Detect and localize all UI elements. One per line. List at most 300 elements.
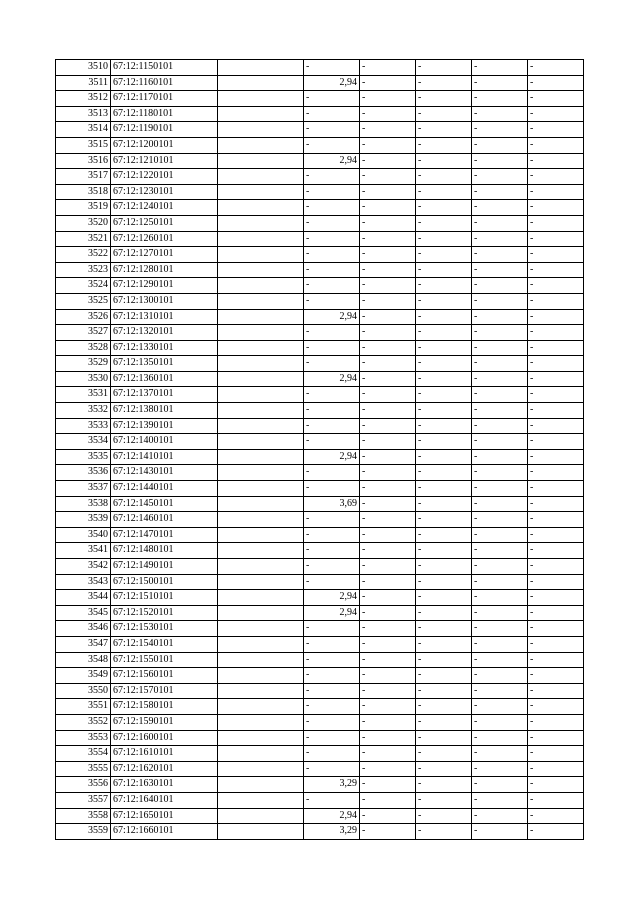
dash-cell: -: [360, 652, 416, 668]
row-number: 3539: [56, 512, 111, 528]
row-number: 3551: [56, 699, 111, 715]
row-number: 3538: [56, 496, 111, 512]
dash-cell: -: [360, 340, 416, 356]
dash-cell: -: [472, 621, 528, 637]
dash-cell: -: [528, 512, 584, 528]
cadastral-number: 67:12:1200101: [111, 137, 218, 153]
dash-cell: -: [472, 137, 528, 153]
cadastral-number: 67:12:1440101: [111, 481, 218, 497]
dash-cell: -: [416, 636, 472, 652]
dash-cell: -: [416, 621, 472, 637]
table-row: [56, 153, 584, 169]
dash-cell: -: [360, 808, 416, 824]
table-row: [56, 278, 584, 294]
dash-cell: -: [416, 231, 472, 247]
cadastral-number: 67:12:1470101: [111, 527, 218, 543]
row-number: 3522: [56, 247, 111, 263]
cadastral-number: 67:12:1550101: [111, 652, 218, 668]
table-row: [56, 730, 584, 746]
dash-cell: -: [472, 449, 528, 465]
empty-cell: [218, 200, 304, 216]
empty-cell: [218, 730, 304, 746]
value-cell: -: [304, 169, 360, 185]
dash-cell: -: [472, 808, 528, 824]
row-number: 3549: [56, 668, 111, 684]
value-cell: -: [304, 481, 360, 497]
dash-cell: -: [360, 325, 416, 341]
dash-cell: -: [416, 91, 472, 107]
empty-cell: [218, 590, 304, 606]
value-cell: -: [304, 699, 360, 715]
dash-cell: -: [528, 746, 584, 762]
dash-cell: -: [360, 309, 416, 325]
table-row: [56, 746, 584, 762]
value-cell: 2,94: [304, 153, 360, 169]
cadastral-number: 67:12:1540101: [111, 636, 218, 652]
dash-cell: -: [528, 730, 584, 746]
empty-cell: [218, 325, 304, 341]
cadastral-number: 67:12:1260101: [111, 231, 218, 247]
dash-cell: -: [472, 777, 528, 793]
row-number: 3535: [56, 449, 111, 465]
cadastral-number: 67:12:1570101: [111, 683, 218, 699]
table-row: [56, 309, 584, 325]
row-number: 3510: [56, 60, 111, 76]
dash-cell: -: [472, 605, 528, 621]
dash-cell: -: [416, 543, 472, 559]
row-number: 3519: [56, 200, 111, 216]
cadastral-number: 67:12:1620101: [111, 761, 218, 777]
dash-cell: -: [528, 543, 584, 559]
dash-cell: -: [360, 122, 416, 138]
dash-cell: -: [416, 512, 472, 528]
table-row: [56, 60, 584, 76]
empty-cell: [218, 418, 304, 434]
table-row: [56, 699, 584, 715]
row-number: 3515: [56, 137, 111, 153]
dash-cell: -: [360, 60, 416, 76]
empty-cell: [218, 122, 304, 138]
table-row: [56, 418, 584, 434]
empty-cell: [218, 91, 304, 107]
dash-cell: -: [360, 215, 416, 231]
value-cell: -: [304, 714, 360, 730]
row-number: 3545: [56, 605, 111, 621]
table-row: [56, 106, 584, 122]
table-row: [56, 293, 584, 309]
row-number: 3544: [56, 590, 111, 606]
table-row: [56, 590, 584, 606]
row-number: 3517: [56, 169, 111, 185]
cadastral-number: 67:12:1240101: [111, 200, 218, 216]
cadastral-number: 67:12:1380101: [111, 403, 218, 419]
table-row: [56, 215, 584, 231]
value-cell: 2,94: [304, 371, 360, 387]
empty-cell: [218, 481, 304, 497]
dash-cell: -: [528, 418, 584, 434]
dash-cell: -: [360, 714, 416, 730]
table-row: [56, 543, 584, 559]
dash-cell: -: [472, 325, 528, 341]
dash-cell: -: [472, 309, 528, 325]
dash-cell: -: [472, 543, 528, 559]
table-row: [56, 137, 584, 153]
row-number: 3523: [56, 262, 111, 278]
dash-cell: -: [416, 153, 472, 169]
dash-cell: -: [360, 371, 416, 387]
cadastral-number: 67:12:1180101: [111, 106, 218, 122]
cadastral-number: 67:12:1370101: [111, 387, 218, 403]
table-row: [56, 200, 584, 216]
dash-cell: -: [360, 481, 416, 497]
row-number: 3531: [56, 387, 111, 403]
dash-cell: -: [472, 792, 528, 808]
value-cell: -: [304, 652, 360, 668]
value-cell: -: [304, 262, 360, 278]
dash-cell: -: [360, 496, 416, 512]
table-row: [56, 75, 584, 91]
dash-cell: -: [528, 153, 584, 169]
dash-cell: -: [360, 262, 416, 278]
dash-cell: -: [528, 777, 584, 793]
empty-cell: [218, 106, 304, 122]
row-number: 3552: [56, 714, 111, 730]
value-cell: -: [304, 683, 360, 699]
dash-cell: -: [416, 808, 472, 824]
row-number: 3532: [56, 403, 111, 419]
row-number: 3557: [56, 792, 111, 808]
dash-cell: -: [528, 761, 584, 777]
dash-cell: -: [360, 449, 416, 465]
dash-cell: -: [360, 434, 416, 450]
table-row: [56, 636, 584, 652]
dash-cell: -: [528, 792, 584, 808]
value-cell: -: [304, 636, 360, 652]
cadastral-number: 67:12:1640101: [111, 792, 218, 808]
dash-cell: -: [528, 325, 584, 341]
dash-cell: -: [528, 808, 584, 824]
empty-cell: [218, 714, 304, 730]
dash-cell: -: [528, 683, 584, 699]
value-cell: -: [304, 356, 360, 372]
table-row: [56, 247, 584, 263]
cadastral-number: 67:12:1390101: [111, 418, 218, 434]
dash-cell: -: [416, 434, 472, 450]
value-cell: -: [304, 137, 360, 153]
empty-cell: [218, 746, 304, 762]
row-number: 3512: [56, 91, 111, 107]
value-cell: -: [304, 465, 360, 481]
dash-cell: -: [472, 746, 528, 762]
dash-cell: -: [416, 559, 472, 575]
table-row: [56, 512, 584, 528]
dash-cell: -: [360, 153, 416, 169]
value-cell: -: [304, 91, 360, 107]
dash-cell: -: [472, 668, 528, 684]
dash-cell: -: [472, 761, 528, 777]
dash-cell: -: [472, 387, 528, 403]
row-number: 3537: [56, 481, 111, 497]
dash-cell: -: [472, 714, 528, 730]
cadastral-number: 67:12:1350101: [111, 356, 218, 372]
dash-cell: -: [472, 730, 528, 746]
empty-cell: [218, 777, 304, 793]
dash-cell: -: [360, 137, 416, 153]
dash-cell: -: [416, 777, 472, 793]
dash-cell: -: [528, 137, 584, 153]
dash-cell: -: [528, 231, 584, 247]
dash-cell: -: [528, 621, 584, 637]
dash-cell: -: [416, 418, 472, 434]
dash-cell: -: [360, 621, 416, 637]
row-number: 3553: [56, 730, 111, 746]
value-cell: -: [304, 559, 360, 575]
table-row: [56, 231, 584, 247]
dash-cell: -: [472, 293, 528, 309]
empty-cell: [218, 278, 304, 294]
dash-cell: -: [416, 106, 472, 122]
cadastral-number: 67:12:1230101: [111, 184, 218, 200]
dash-cell: -: [472, 371, 528, 387]
empty-cell: [218, 60, 304, 76]
dash-cell: -: [528, 215, 584, 231]
row-number: 3520: [56, 215, 111, 231]
cadastral-number: 67:12:1300101: [111, 293, 218, 309]
dash-cell: -: [472, 169, 528, 185]
table-row: [56, 559, 584, 575]
dash-cell: -: [528, 91, 584, 107]
dash-cell: -: [472, 512, 528, 528]
dash-cell: -: [416, 75, 472, 91]
cadastral-number: 67:12:1650101: [111, 808, 218, 824]
dash-cell: -: [416, 465, 472, 481]
empty-cell: [218, 293, 304, 309]
dash-cell: -: [472, 340, 528, 356]
dash-cell: -: [360, 605, 416, 621]
cadastral-number: 67:12:1320101: [111, 325, 218, 341]
empty-cell: [218, 309, 304, 325]
dash-cell: -: [472, 75, 528, 91]
dash-cell: -: [416, 496, 472, 512]
empty-cell: [218, 449, 304, 465]
dash-cell: -: [528, 652, 584, 668]
dash-cell: -: [416, 293, 472, 309]
dash-cell: -: [416, 169, 472, 185]
dash-cell: -: [360, 387, 416, 403]
table-row: [56, 184, 584, 200]
dash-cell: -: [360, 730, 416, 746]
empty-cell: [218, 434, 304, 450]
cadastral-number: 67:12:1170101: [111, 91, 218, 107]
dash-cell: -: [472, 262, 528, 278]
dash-cell: -: [472, 652, 528, 668]
data-table: [55, 59, 584, 840]
value-cell: -: [304, 761, 360, 777]
empty-cell: [218, 559, 304, 575]
table-row: [56, 652, 584, 668]
empty-cell: [218, 652, 304, 668]
value-cell: -: [304, 293, 360, 309]
table-row: [56, 340, 584, 356]
row-number: 3536: [56, 465, 111, 481]
dash-cell: -: [472, 403, 528, 419]
row-number: 3533: [56, 418, 111, 434]
table-row: [56, 761, 584, 777]
value-cell: -: [304, 325, 360, 341]
dash-cell: -: [360, 543, 416, 559]
dash-cell: -: [472, 527, 528, 543]
cadastral-number: 67:12:1500101: [111, 574, 218, 590]
dash-cell: -: [528, 481, 584, 497]
table-row: [56, 122, 584, 138]
dash-cell: -: [416, 278, 472, 294]
empty-cell: [218, 808, 304, 824]
empty-cell: [218, 683, 304, 699]
empty-cell: [218, 247, 304, 263]
dash-cell: -: [360, 184, 416, 200]
table-row: [56, 605, 584, 621]
dash-cell: -: [416, 699, 472, 715]
value-cell: -: [304, 200, 360, 216]
dash-cell: -: [360, 668, 416, 684]
value-cell: 2,94: [304, 75, 360, 91]
empty-cell: [218, 465, 304, 481]
row-number: 3514: [56, 122, 111, 138]
dash-cell: -: [472, 683, 528, 699]
table-row: [56, 527, 584, 543]
cadastral-number: 67:12:1360101: [111, 371, 218, 387]
dash-cell: -: [528, 434, 584, 450]
value-cell: 3,69: [304, 496, 360, 512]
dash-cell: -: [360, 590, 416, 606]
table-row: [56, 668, 584, 684]
dash-cell: -: [472, 153, 528, 169]
empty-cell: [218, 761, 304, 777]
empty-cell: [218, 137, 304, 153]
cadastral-number: 67:12:1280101: [111, 262, 218, 278]
value-cell: -: [304, 512, 360, 528]
dash-cell: -: [416, 481, 472, 497]
value-cell: -: [304, 434, 360, 450]
table-row: [56, 91, 584, 107]
value-cell: -: [304, 746, 360, 762]
cadastral-number: 67:12:1410101: [111, 449, 218, 465]
dash-cell: -: [472, 278, 528, 294]
dash-cell: -: [472, 356, 528, 372]
empty-cell: [218, 792, 304, 808]
cadastral-number: 67:12:1250101: [111, 215, 218, 231]
cadastral-number: 67:12:1270101: [111, 247, 218, 263]
dash-cell: -: [416, 371, 472, 387]
dash-cell: -: [528, 590, 584, 606]
dash-cell: -: [528, 449, 584, 465]
table-row: [56, 262, 584, 278]
dash-cell: -: [360, 106, 416, 122]
cadastral-number: 67:12:1530101: [111, 621, 218, 637]
cadastral-number: 67:12:1150101: [111, 60, 218, 76]
dash-cell: -: [416, 137, 472, 153]
row-number: 3513: [56, 106, 111, 122]
empty-cell: [218, 512, 304, 528]
dash-cell: -: [472, 418, 528, 434]
dash-cell: -: [528, 636, 584, 652]
dash-cell: -: [528, 714, 584, 730]
cadastral-number: 67:12:1630101: [111, 777, 218, 793]
value-cell: -: [304, 668, 360, 684]
dash-cell: -: [416, 683, 472, 699]
table-row: [56, 387, 584, 403]
dash-cell: -: [528, 559, 584, 575]
table-row: [56, 824, 584, 840]
dash-cell: -: [472, 247, 528, 263]
value-cell: -: [304, 231, 360, 247]
row-number: 3543: [56, 574, 111, 590]
dash-cell: -: [528, 60, 584, 76]
empty-cell: [218, 75, 304, 91]
value-cell: -: [304, 215, 360, 231]
dash-cell: -: [416, 824, 472, 840]
value-cell: 3,29: [304, 777, 360, 793]
dash-cell: -: [416, 262, 472, 278]
cadastral-number: 67:12:1190101: [111, 122, 218, 138]
table-row: [56, 481, 584, 497]
row-number: 3529: [56, 356, 111, 372]
dash-cell: -: [360, 777, 416, 793]
dash-cell: -: [360, 403, 416, 419]
table-row: [56, 449, 584, 465]
dash-cell: -: [472, 91, 528, 107]
empty-cell: [218, 215, 304, 231]
dash-cell: -: [472, 699, 528, 715]
value-cell: -: [304, 247, 360, 263]
row-number: 3559: [56, 824, 111, 840]
table-row: [56, 325, 584, 341]
dash-cell: -: [360, 792, 416, 808]
dash-cell: -: [528, 371, 584, 387]
dash-cell: -: [360, 465, 416, 481]
cadastral-number: 67:12:1210101: [111, 153, 218, 169]
empty-cell: [218, 340, 304, 356]
row-number: 3518: [56, 184, 111, 200]
dash-cell: -: [360, 75, 416, 91]
value-cell: -: [304, 60, 360, 76]
dash-cell: -: [360, 683, 416, 699]
table-row: [56, 714, 584, 730]
dash-cell: -: [528, 824, 584, 840]
row-number: 3541: [56, 543, 111, 559]
cadastral-number: 67:12:1430101: [111, 465, 218, 481]
dash-cell: -: [416, 730, 472, 746]
empty-cell: [218, 574, 304, 590]
table-row: [56, 792, 584, 808]
dash-cell: -: [472, 481, 528, 497]
dash-cell: -: [528, 465, 584, 481]
empty-cell: [218, 169, 304, 185]
value-cell: -: [304, 122, 360, 138]
value-cell: -: [304, 574, 360, 590]
row-number: 3525: [56, 293, 111, 309]
dash-cell: -: [528, 293, 584, 309]
dash-cell: -: [416, 356, 472, 372]
cadastral-number: 67:12:1480101: [111, 543, 218, 559]
value-cell: -: [304, 527, 360, 543]
dash-cell: -: [416, 309, 472, 325]
dash-cell: -: [360, 169, 416, 185]
dash-cell: -: [472, 184, 528, 200]
empty-cell: [218, 496, 304, 512]
dash-cell: -: [360, 527, 416, 543]
dash-cell: -: [360, 512, 416, 528]
